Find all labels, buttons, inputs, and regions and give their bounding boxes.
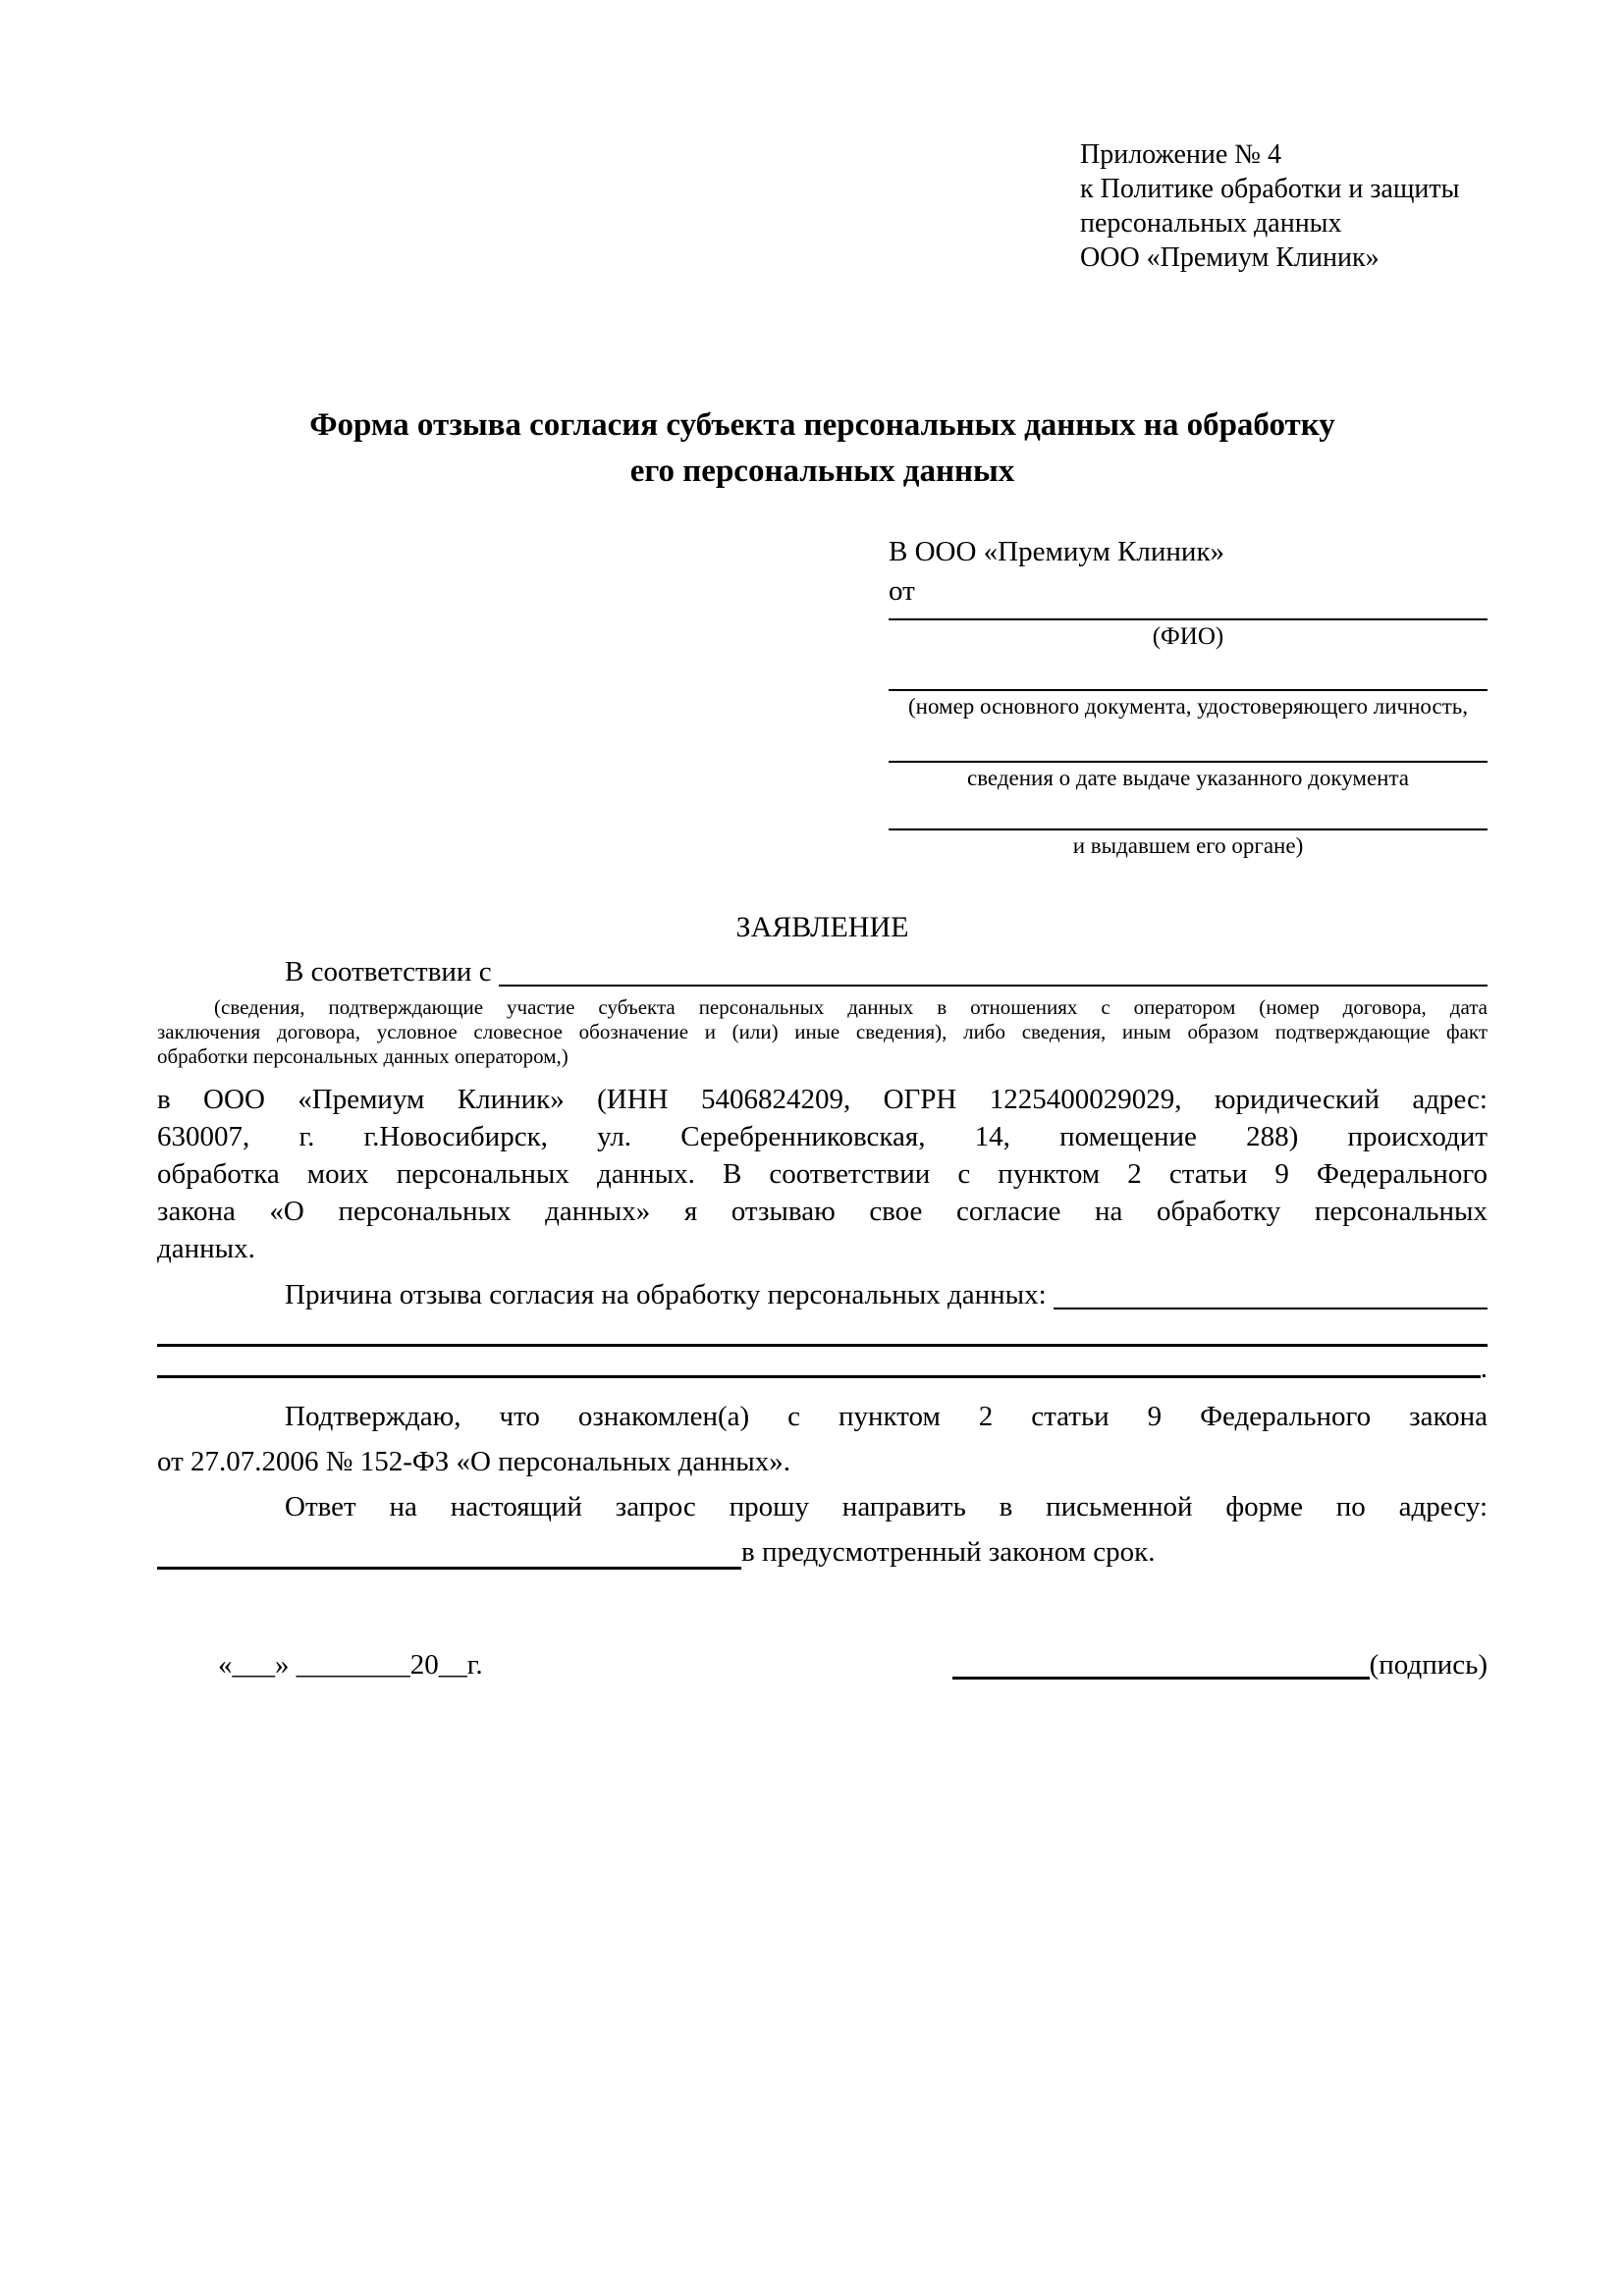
reason-blank-fill: [157, 1375, 1481, 1378]
body-paragraph: [157, 1081, 1488, 1267]
body-line: обработка моих персональных данных. В соответствии с пунктом 2 статьи 9 Федерального: [157, 1158, 1488, 1190]
doc-number-field-line: [889, 681, 1488, 691]
document-title-line-2: его персональных данных: [629, 454, 1015, 489]
issuing-authority-field-line: [889, 821, 1488, 830]
issue-date-caption: сведения о дате выдаче указанного документа: [966, 766, 1410, 790]
address-fill-line: [157, 1567, 741, 1570]
document-content: [157, 0, 1488, 1684]
addressee-to: В ООО «Премиум Клиник»: [889, 536, 1225, 567]
addressee-from-label: от: [889, 575, 915, 607]
date-placeholder: «___» ________20__г.: [218, 1649, 483, 1681]
reason-blank-line-2: [157, 1355, 1488, 1382]
signature-row: [157, 1645, 1488, 1684]
statement-heading: ЗАЯВЛЕНИЕ: [735, 911, 909, 943]
footnote-line: обработки персональных данных оператором,): [157, 1044, 568, 1068]
reply-paragraph: [157, 1484, 1488, 1575]
body-line: в ООО «Премиум Клиник» (ИНН 5406824209, ОГРН 1225400029029, юридический адрес:: [157, 1084, 1488, 1115]
reply-line-2: [157, 1529, 1488, 1575]
appendix-line: ООО «Премиум Клиник»: [1080, 242, 1380, 273]
issue-date-field-line: [889, 753, 1488, 763]
fio-caption: (ФИО): [1152, 623, 1224, 650]
confirmation-line: Подтверждаю, что ознакомлен(а) с пунктом 2 статьи 9 Федерального закона: [285, 1401, 1488, 1432]
footnote-line: заключения договора, условное словесное обозначение и (или) иные сведения), либо сведения, иным образом подтверждающие факт: [157, 1020, 1488, 1043]
accordance-line: [157, 952, 1488, 991]
body-line: 630007, г. г.Новосибирск, ул. Серебренниковская, 14, помещение 288) происходит: [157, 1121, 1488, 1152]
reason-terminator: .: [1480, 1353, 1488, 1384]
addressee-block: [889, 532, 1488, 860]
footnote-block: [157, 995, 1488, 1069]
accordance-prefix: В соответствии с: [285, 956, 492, 988]
footnote-line: (сведения, подтверждающие участие субъекта персональных данных в отношениях с оператором (номер договора, дата: [214, 995, 1488, 1019]
reason-blank-line-1: [157, 1344, 1488, 1347]
document-title-line-1: Форма отзыва согласия субъекта персональных данных на обработку: [309, 407, 1335, 443]
issuing-authority-caption: и выдавшем его органе): [1072, 833, 1304, 858]
document-title: [157, 402, 1488, 495]
signature-line: [952, 1677, 1370, 1680]
doc-number-caption: (номер основного документа, удостоверяющего личность,: [907, 694, 1468, 719]
reply-suffix: в предусмотренный законом срок.: [741, 1536, 1156, 1568]
accordance-fill-line: [499, 985, 1488, 987]
reason-label: Причина отзыва согласия на обработку персональных данных:: [285, 1279, 1047, 1310]
body-line: закона «О персональных данных» я отзываю свое согласие на обработку персональных: [157, 1196, 1488, 1227]
appendix-line: персональных данных: [1080, 208, 1342, 239]
confirmation-line: от 27.07.2006 № 152-ФЗ «О персональных данных».: [157, 1446, 791, 1477]
fio-field-line: [889, 611, 1488, 620]
appendix-block: [1080, 0, 1488, 275]
reply-line-1: Ответ на настоящий запрос прошу направить в письменной форме по адресу:: [285, 1491, 1488, 1522]
appendix-line: Приложение № 4: [1080, 139, 1281, 170]
signature-caption: (подпись): [1369, 1649, 1488, 1681]
body-line: данных.: [157, 1233, 255, 1264]
appendix-line: к Политике обработки и защиты: [1080, 174, 1460, 204]
reason-line: [157, 1275, 1488, 1314]
confirmation-paragraph: [157, 1394, 1488, 1484]
reason-fill-line: [1054, 1308, 1488, 1309]
